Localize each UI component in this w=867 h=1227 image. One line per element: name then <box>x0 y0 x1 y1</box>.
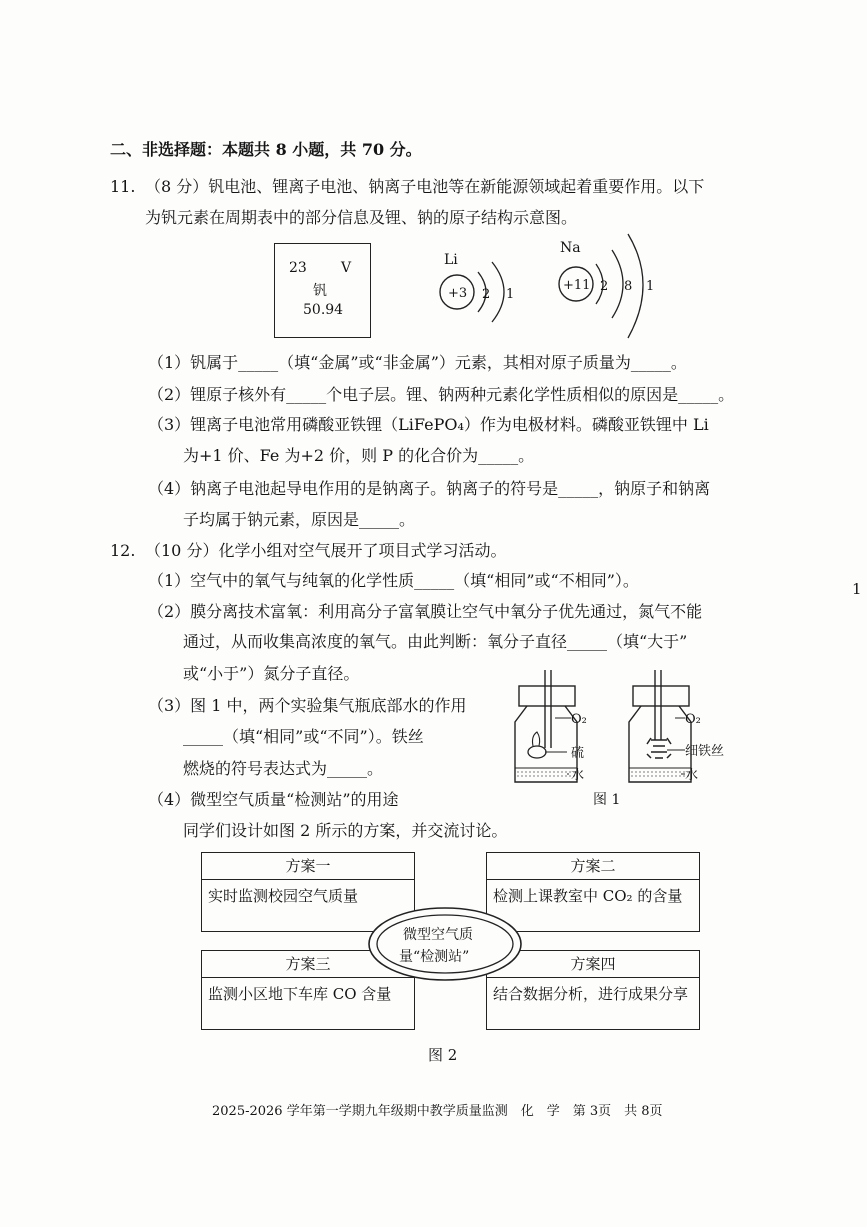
plan-1-text: 实时监测校园空气质量 <box>208 887 359 905</box>
q11-part2: （2）锂原子核外有_____个电子层。锂、钠两种元素化学性质相似的原因是_____。 <box>148 385 735 404</box>
center-label-line1: 微型空气质 <box>403 927 473 943</box>
li-shell-arc-2 <box>492 262 504 322</box>
q11-part3-line1: （3）锂离子电池常用磷酸亚铁锂（LiFePO₄）作为电极材料。磷酸亚铁锂中 Li <box>148 415 709 434</box>
na-shell-2-count: 8 <box>624 279 633 294</box>
q11-intro-line1: （8 分）钒电池、锂离子电池、钠离子电池等在新能源领域起着重要作用。以下 <box>145 177 705 196</box>
spoon-icon <box>528 746 546 758</box>
page-footer: 2025-2026 学年第一学期九年级期中教学质量监测 化 学 第 3页 共 8页 <box>212 1104 663 1119</box>
q12-part3-line1: （3）图 1 中，两个实验集气瓶底部水的作用 <box>148 696 467 715</box>
element-name: 钒 <box>313 283 327 299</box>
na-atom-diagram <box>556 228 666 346</box>
iron-wire-bottle <box>629 670 724 783</box>
q12-part2-line1: （2）膜分离技术富氧：利用高分子富氧膜让空气中氧分子优先通过，氮气不能 <box>148 602 703 621</box>
q12-part3-line2: _____（填“相同”或“不同”）。铁丝 <box>183 727 424 746</box>
atomic-mass: 50.94 <box>303 302 344 318</box>
section-title: 二、非选择题：本题共 8 小题，共 70 分。 <box>110 140 422 159</box>
figure-1-caption: 图 1 <box>593 792 621 808</box>
q12-part3-line3: 燃烧的符号表达式为_____。 <box>183 759 384 778</box>
plan-2-title: 方案二 <box>487 853 699 880</box>
plan-4-title: 方案四 <box>487 951 699 978</box>
na-shell-1-count: 2 <box>600 279 609 294</box>
na-nucleus-charge: +11 <box>563 278 591 293</box>
margin-mark: 1 <box>852 580 862 598</box>
left-o2-label: O₂ <box>571 712 587 727</box>
sulfur-bottle <box>515 670 587 783</box>
li-shell-1-count: 2 <box>482 287 491 302</box>
q11-part4-line2: 子均属于钠元素，原因是_____。 <box>183 510 416 529</box>
q11-part4-line1: （4）钠离子电池起导电作用的是钠离子。钠离子的符号是_____，钠原子和钠离 <box>148 479 711 498</box>
right-water-label: 水 <box>685 768 699 783</box>
plan-4-text: 结合数据分析，进行成果分享 <box>493 985 689 1003</box>
center-label-line2: 量“检测站” <box>399 949 470 965</box>
sulfur-label: 硫 <box>571 746 585 761</box>
plan-3-text: 监测小区地下车库 CO 含量 <box>208 985 392 1003</box>
element-card-vanadium <box>274 243 371 338</box>
na-shell-arc-2 <box>612 250 623 318</box>
q11-intro-line2: 为钒元素在周期表中的部分信息及锂、钠的原子结构示意图。 <box>145 208 578 227</box>
plan-1-title: 方案一 <box>202 853 414 880</box>
na-label: Na <box>560 240 581 256</box>
na-shell-3-count: 1 <box>646 279 655 294</box>
q12-part2-line2: 通过，从而收集高浓度的氧气。由此判断：氧分子直径_____（填“大于” <box>183 632 688 651</box>
center-station-ellipse <box>367 906 523 982</box>
atomic-number: 23 <box>289 260 307 276</box>
q11-part1: （1）钒属于_____（填“金属”或“非金属”）元素，其相对原子质量为_____。 <box>148 353 687 372</box>
li-atom-diagram <box>436 246 536 336</box>
plan-2-text: 检测上课教室中 CO₂ 的含量 <box>493 887 683 905</box>
li-shell-2-count: 1 <box>506 287 515 302</box>
q12-number: 12. <box>110 541 136 560</box>
q12-part4-line2: 同学们设计如图 2 所示的方案，并交流讨论。 <box>183 821 508 840</box>
li-label: Li <box>444 252 458 268</box>
q12-part1: （1）空气中的氧气与纯氧的化学性质_____（填“相同”或“不相同”）。 <box>148 571 639 590</box>
q11-part3-line2: 为+1 价、Fe 为+2 价，则 P 的化合价为_____。 <box>183 446 535 465</box>
sparks-icon <box>647 738 671 758</box>
figure-2-caption: 图 2 <box>428 1046 458 1064</box>
right-o2-label: O₂ <box>685 712 701 727</box>
iron-wire-label: 细铁丝 <box>685 744 725 759</box>
q12-part4-line1: （4）微型空气质量“检测站”的用途 <box>148 790 399 809</box>
left-water-label: 水 <box>571 768 585 783</box>
flame-icon <box>533 732 540 746</box>
li-nucleus-charge: +3 <box>448 286 468 301</box>
element-symbol: V <box>341 260 352 276</box>
figure-1-apparatus <box>505 668 750 818</box>
q11-number: 11. <box>110 177 136 196</box>
plan-3-title: 方案三 <box>202 951 414 978</box>
q12-intro: （10 分）化学小组对空气展开了项目式学习活动。 <box>145 541 507 560</box>
q12-part2-line3: 或“小于”）氮分子直径。 <box>183 664 360 683</box>
